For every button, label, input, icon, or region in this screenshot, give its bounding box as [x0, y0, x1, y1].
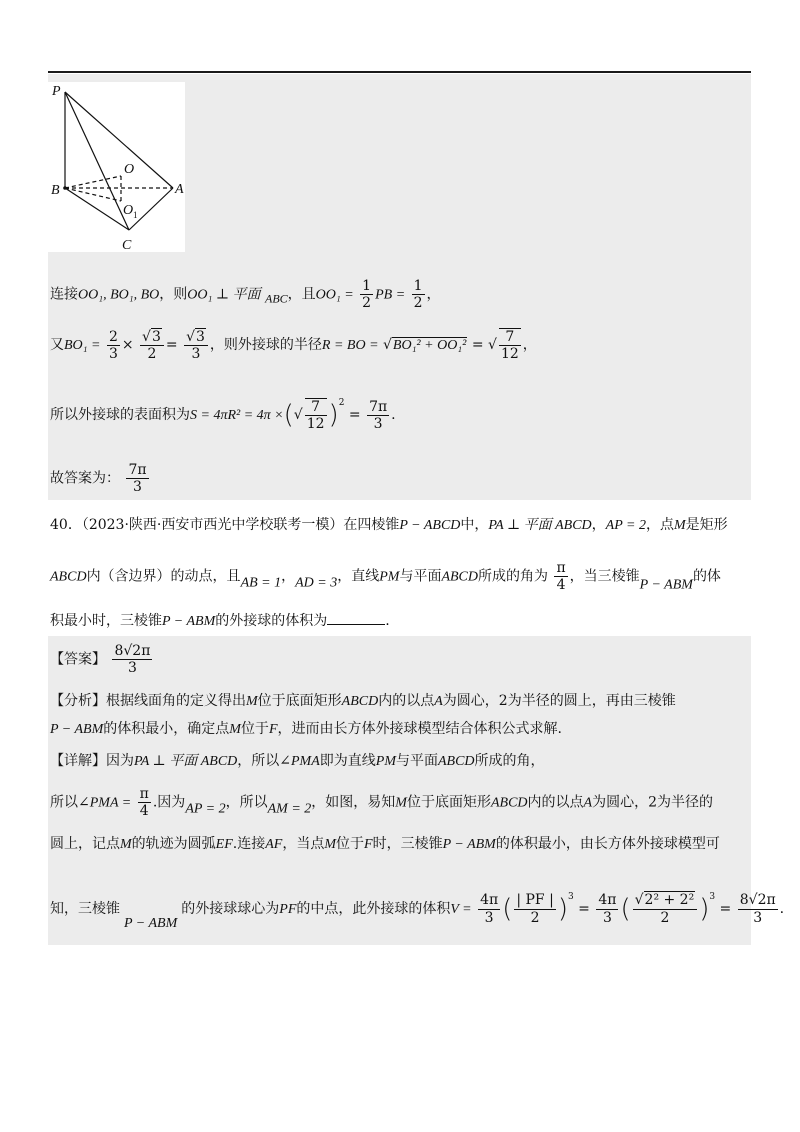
math: AM = 2: [267, 801, 312, 817]
text: ，进而由长方体外接球模型结合体积公式求解.: [277, 721, 562, 737]
den: 2: [413, 295, 423, 312]
solution-line-1: [50, 278, 441, 311]
problem-source: （2023·陕西·西安市西光中学校联考一模）: [81, 517, 344, 533]
analysis-line-2: [50, 718, 562, 738]
math: ABCD: [437, 754, 475, 769]
edge-ca: [129, 188, 173, 230]
text: 积最小时，三棱锥: [50, 613, 162, 629]
text: 为圆心，2为半径的圆上，再由三棱锥: [442, 693, 676, 709]
label-c: C: [122, 238, 132, 252]
text: 内的以点: [527, 794, 584, 811]
problem-40-line-2: [50, 560, 721, 594]
text: 因为: [106, 753, 134, 769]
exponent: 2: [338, 398, 345, 409]
den: 3: [108, 345, 118, 362]
detail-line-3: [50, 833, 720, 853]
math: P − ABM: [639, 577, 693, 593]
text: ，: [281, 568, 296, 585]
text: 位于底面矩形: [257, 693, 342, 709]
text: ，当点: [282, 836, 325, 852]
fraction-result: [367, 399, 389, 432]
num: | PF |: [516, 892, 554, 909]
num: 4π: [480, 892, 499, 909]
fraction-half-2: [412, 278, 425, 311]
detail-tag: 【详解】: [50, 753, 106, 769]
fraction-7-12: [499, 328, 521, 362]
math: OO₁ ⊥ 平面: [187, 287, 261, 303]
fraction-answer: [126, 462, 148, 495]
text: 连接: [50, 286, 78, 303]
math: A: [583, 795, 593, 811]
label-o1-sub: 1: [133, 210, 138, 220]
text: 所成的角，: [474, 753, 545, 769]
den: 3: [753, 909, 763, 926]
text: ，所以: [237, 753, 280, 769]
detail-line-4: [50, 892, 784, 932]
num: 1: [362, 278, 372, 294]
text: ，当三棱锥: [569, 568, 640, 585]
math: P − ABM: [442, 837, 496, 852]
text: =: [719, 901, 732, 917]
math: AD = 3: [295, 575, 338, 591]
fraction-half: [360, 278, 373, 311]
den: 12: [500, 346, 519, 363]
math: ABCD: [341, 694, 379, 709]
text: 故答案为：: [50, 470, 120, 487]
text: .因为: [152, 794, 186, 811]
math: P − ABM: [162, 614, 216, 629]
text: .: [779, 901, 785, 917]
radicand: 3: [196, 328, 205, 345]
math: M: [246, 694, 258, 709]
analysis-tag: 【分析】: [50, 693, 106, 709]
math: ABCD: [50, 569, 87, 585]
text: 所以外接球的表面积为: [50, 407, 190, 424]
text: 的体积最小，确定点: [103, 721, 230, 737]
num: √3: [184, 329, 208, 346]
paren-right: ): [557, 894, 568, 924]
label-a: A: [175, 182, 184, 197]
num: 7π: [369, 398, 388, 415]
math: AB = 1: [240, 575, 282, 591]
den: 3: [127, 660, 137, 677]
num: 2: [108, 328, 118, 345]
text: .: [391, 407, 396, 424]
text: 位于: [336, 836, 365, 852]
num: 4π: [598, 892, 617, 909]
den: 2: [362, 295, 372, 312]
edge-pa: [65, 92, 173, 188]
paren-right: ): [328, 400, 339, 431]
num: 7π: [128, 462, 147, 478]
paren-left: (: [283, 400, 294, 431]
text: 的体积最小，由长方体外接球模型可: [495, 836, 720, 852]
answer-blank: [327, 624, 385, 625]
math: OO₁, BO₁, BO: [78, 287, 160, 303]
math: ABC: [265, 291, 288, 306]
math: ∠PMA =: [78, 795, 132, 811]
label-o1: O: [123, 203, 134, 218]
math: AF: [265, 837, 283, 852]
solution-line-3: 所以外接球的表面积为S = 4πR² = 4π ×(√ $\frac{7}{12}$ )$^2$ = $\frac{7\pi}{3}$ .: [50, 398, 396, 433]
label-o: O: [124, 162, 135, 177]
den: 2: [660, 909, 670, 926]
text: .: [385, 613, 390, 629]
text: 又: [50, 337, 64, 354]
num: √2² + 2²: [633, 892, 698, 909]
math: M: [324, 837, 337, 852]
math: M: [229, 722, 241, 737]
math: AP = 2: [185, 801, 226, 817]
den: 2: [530, 909, 540, 926]
text: ，则外接球的半径: [209, 337, 322, 354]
text: 根据线面角的定义得出: [106, 693, 246, 709]
text: 位于: [240, 721, 269, 737]
text: 所成的角为: [478, 568, 549, 585]
text: 中，: [460, 517, 489, 533]
text: 与平面: [395, 753, 438, 769]
paren-left: (: [502, 894, 513, 924]
text: =: [578, 901, 590, 917]
pyramid-figure: [48, 82, 185, 252]
math: PA ⊥ 平面 ABCD: [488, 518, 592, 533]
text: ，: [426, 286, 441, 303]
text: ，所以: [225, 794, 268, 811]
radicand: BO₁² + OO₁²: [392, 338, 467, 354]
math: M: [673, 518, 686, 533]
num: 1: [413, 278, 423, 294]
fraction-7-12: [305, 398, 327, 432]
den: 12: [306, 416, 325, 433]
text: 所以: [50, 794, 78, 811]
fraction-pi-4: [138, 786, 151, 819]
text: 的体: [692, 568, 721, 585]
text: ×: [121, 337, 134, 354]
problem-40-line-3: [50, 610, 390, 630]
fraction-pf-2: [514, 892, 555, 925]
text: 时，三棱锥: [372, 836, 443, 852]
math: P − ABM: [124, 916, 178, 931]
fraction-answer-value: [112, 643, 152, 676]
den: 3: [484, 909, 494, 926]
math: S = 4πR² = 4π ×: [190, 408, 284, 424]
math: AP = 2: [605, 518, 646, 533]
den: 2: [147, 345, 157, 362]
math: V =: [450, 902, 472, 917]
solution-line-2: 又BO₁ = $\frac{2}{3}$ × $\frac{√3}{2}$ = $\frac{√3}{3}$ ，则外接球的半径R = BO = √BO₁² + OO₁² = √ $\frac{7}{12}$ ，: [50, 328, 537, 363]
text: .连接: [232, 836, 266, 852]
text: 在四棱锥: [343, 517, 400, 533]
text: 知，三棱锥: [50, 901, 120, 917]
den: 3: [133, 479, 142, 496]
text: ，点: [645, 517, 674, 533]
text: 内（含边界）的动点，且: [86, 568, 241, 585]
point-b: [63, 186, 67, 190]
solution-line-4: [50, 462, 151, 495]
text: 的中点，此外接球的体积: [296, 901, 451, 917]
den: 4: [139, 803, 149, 820]
text: 的外接球球心为: [181, 901, 280, 917]
math: M: [120, 837, 132, 852]
fraction-sqrt3-3: [184, 329, 208, 362]
fraction-sqrt3-2: [140, 329, 164, 362]
math: BO₁ =: [64, 338, 101, 354]
problem-number: 40．: [50, 517, 82, 533]
math: F: [364, 837, 373, 852]
math: R = BO =: [321, 338, 379, 354]
fraction-4pi-3: [478, 892, 500, 925]
text: 的外接球的体积为: [215, 613, 328, 629]
math: ABCD: [441, 569, 479, 585]
math: A: [434, 694, 443, 709]
text: ，: [591, 517, 606, 533]
fraction-pi-4: [554, 560, 567, 593]
paren-right: ): [699, 894, 710, 924]
radicand: 2² + 2²: [644, 892, 695, 909]
top-rule: [48, 71, 751, 73]
radicand: 3: [151, 328, 161, 345]
math: ∠PMA: [279, 754, 320, 769]
math: PM: [379, 569, 400, 585]
text: 即为直线: [319, 753, 376, 769]
text: 位于底面矩形: [406, 794, 491, 811]
text: ，: [522, 337, 537, 354]
label-b: B: [51, 183, 60, 198]
den: 4: [556, 577, 566, 594]
text: 是矩形: [685, 517, 728, 533]
text: ，则: [159, 286, 188, 303]
math: PA ⊥ 平面 ABCD: [134, 754, 238, 769]
text: ，如图，易知: [311, 794, 396, 811]
pyramid-diagram: [48, 82, 185, 252]
num: π: [556, 560, 566, 576]
text: 与平面: [399, 568, 442, 585]
text: ，且: [287, 286, 316, 303]
num: 8√2π: [739, 892, 776, 909]
den: 3: [191, 345, 201, 362]
math: P − ABM: [50, 722, 104, 737]
math: PF: [279, 902, 297, 917]
num: √3: [140, 329, 164, 346]
fraction-volume-result: [738, 892, 778, 925]
math: M: [395, 795, 407, 811]
paren-left: (: [620, 894, 631, 924]
detail-line-2: [50, 786, 713, 819]
detail-line-1: [50, 750, 545, 770]
answer-line: [50, 643, 154, 676]
math: P − ABCD: [399, 518, 461, 533]
text: 为圆心，2为半径的: [592, 794, 714, 811]
num: 8√2π: [114, 643, 151, 659]
den: 3: [373, 415, 383, 432]
math: F: [268, 722, 278, 737]
math: OO₁ =: [315, 287, 354, 303]
text: 圆上，记点: [50, 836, 120, 852]
text: 内的以点: [378, 693, 435, 709]
exponent: 3: [567, 892, 574, 902]
problem-40-line-1: [50, 514, 728, 534]
text: 的轨迹为圆弧: [131, 836, 216, 852]
math: PB =: [375, 287, 406, 303]
seg-bo: [65, 176, 121, 188]
num: π: [139, 786, 149, 802]
fraction-4pi-3-b: [596, 892, 618, 925]
math: ABCD: [490, 795, 528, 811]
fraction: [107, 329, 120, 362]
fraction-sqrt-2: [633, 892, 698, 925]
exponent: 3: [709, 892, 716, 902]
math: PM: [375, 754, 396, 769]
label-p: P: [52, 84, 61, 99]
math: EF: [215, 837, 233, 852]
num: 7: [305, 399, 327, 416]
den: 3: [602, 909, 612, 926]
text: ，直线: [337, 568, 380, 585]
answer-tag: 【答案】: [50, 651, 106, 668]
num: 7: [499, 329, 521, 346]
analysis-line-1: [50, 690, 676, 710]
